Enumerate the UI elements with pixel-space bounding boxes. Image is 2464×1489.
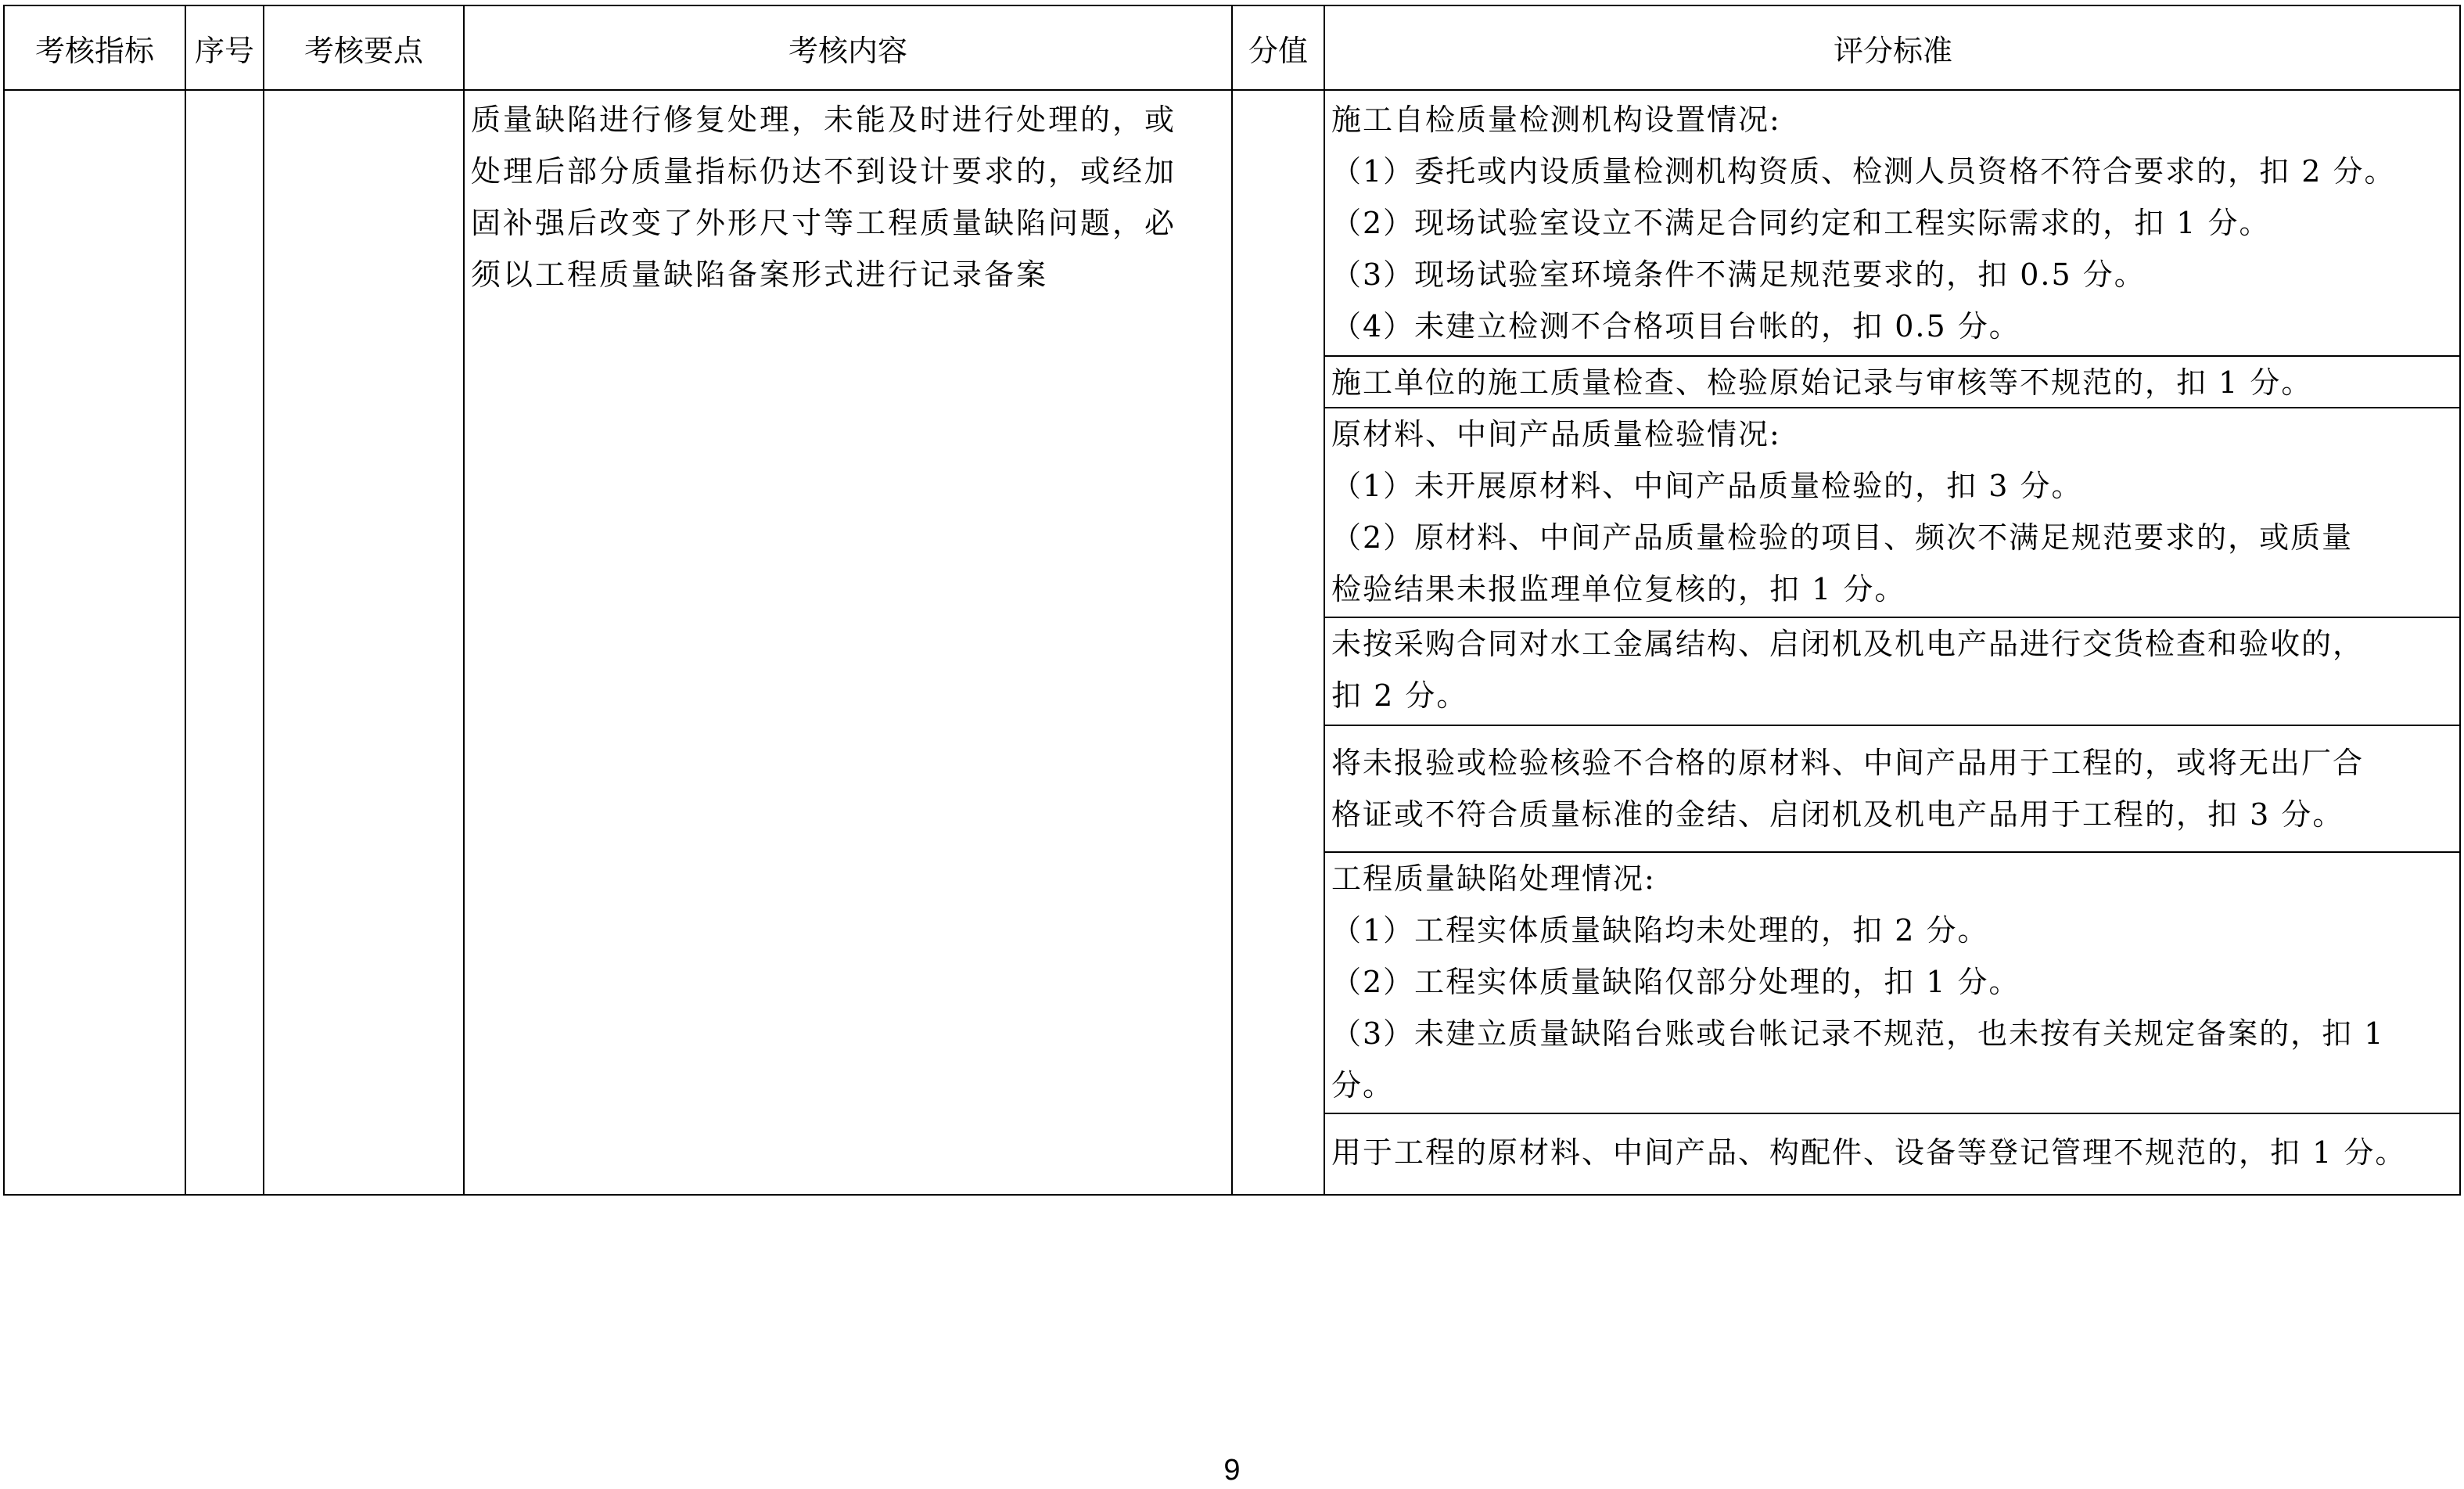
content-line: 质量缺陷进行修复处理，未能及时进行处理的，或	[471, 103, 1177, 137]
criteria-line: 原材料、中间产品质量检验情况:	[1331, 417, 1781, 451]
header-score: 分值	[1248, 33, 1308, 68]
content-line: 固补强后改变了外形尺寸等工程质量缺陷问题，必	[471, 206, 1177, 240]
row-divider	[1324, 725, 2459, 726]
column-divider	[185, 6, 186, 1194]
criteria-line: （2）原材料、中间产品质量检验的项目、频次不满足规范要求的，或质量	[1331, 520, 2354, 555]
criteria-line: （4）未建立检测不合格项目台帐的，扣 0.5 分。	[1331, 309, 2020, 343]
column-divider	[463, 6, 465, 1194]
criteria-line: （2）工程实体质量缺陷仅部分处理的，扣 1 分。	[1331, 965, 2020, 999]
page-number: 9	[1223, 1454, 1241, 1487]
criteria-line: 用于工程的原材料、中间产品、构配件、设备等登记管理不规范的，扣 1 分。	[1331, 1135, 2407, 1170]
header-key-points: 考核要点	[304, 33, 423, 68]
criteria-self-inspection	[1331, 94, 2461, 352]
criteria-line: 将未报验或检验核验不合格的原材料、中间产品用于工程的，或将无出厂合	[1331, 746, 2365, 780]
criteria-line: （3）现场试验室环境条件不满足规范要求的，扣 0.5 分。	[1331, 257, 2146, 292]
content-line: 处理后部分质量指标仍达不到设计要求的，或经加	[471, 154, 1177, 189]
criteria-line: 格证或不符合质量标准的金结、启闭机及机电产品用于工程的，扣 3 分。	[1331, 797, 2344, 832]
header-content: 考核内容	[788, 33, 907, 68]
column-divider	[263, 6, 264, 1194]
header-criteria: 评分标准	[1833, 33, 1952, 68]
column-divider	[1324, 6, 1325, 1194]
header-divider	[5, 89, 2459, 91]
header-indicator: 考核指标	[34, 33, 154, 68]
criteria-line: 分。	[1331, 1068, 1395, 1102]
criteria-original-records	[1331, 357, 2461, 408]
criteria-line: （3）未建立质量缺陷台账或台帐记录不规范，也未按有关规定备案的，扣 1	[1331, 1016, 2385, 1051]
row-divider	[1324, 1113, 2459, 1114]
criteria-line: 工程质量缺陷处理情况:	[1331, 861, 1656, 896]
criteria-defect-handling	[1331, 853, 2461, 1111]
header-number: 序号	[194, 33, 254, 68]
assessment-content	[471, 94, 1237, 300]
criteria-line: （1）未开展原材料、中间产品质量检验的，扣 3 分。	[1331, 469, 2083, 503]
assessment-table	[3, 5, 2461, 1196]
criteria-line: 施工单位的施工质量检查、检验原始记录与审核等不规范的，扣 1 分。	[1331, 365, 2313, 400]
criteria-delivery-inspection	[1331, 618, 2461, 721]
criteria-line: （1）委托或内设质量检测机构资质、检测人员资格不符合要求的，扣 2 分。	[1331, 154, 2396, 189]
criteria-unqualified-materials	[1331, 737, 2461, 840]
criteria-line: 检验结果未报监理单位复核的，扣 1 分。	[1331, 572, 1906, 606]
criteria-line: （1）工程实体质量缺陷均未处理的，扣 2 分。	[1331, 913, 1989, 948]
criteria-registration-management	[1331, 1127, 2461, 1178]
criteria-line: 扣 2 分。	[1331, 678, 1468, 713]
content-line: 须以工程质量缺陷备案形式进行记录备案	[471, 257, 1049, 292]
criteria-line: 未按采购合同对水工金属结构、启闭机及机电产品进行交货检查和验收的，	[1331, 627, 2365, 661]
criteria-line: （2）现场试验室设立不满足合同约定和工程实际需求的，扣 1 分。	[1331, 206, 2271, 240]
criteria-line: 施工自检质量检测机构设置情况:	[1331, 103, 1781, 137]
criteria-material-inspection	[1331, 408, 2461, 615]
